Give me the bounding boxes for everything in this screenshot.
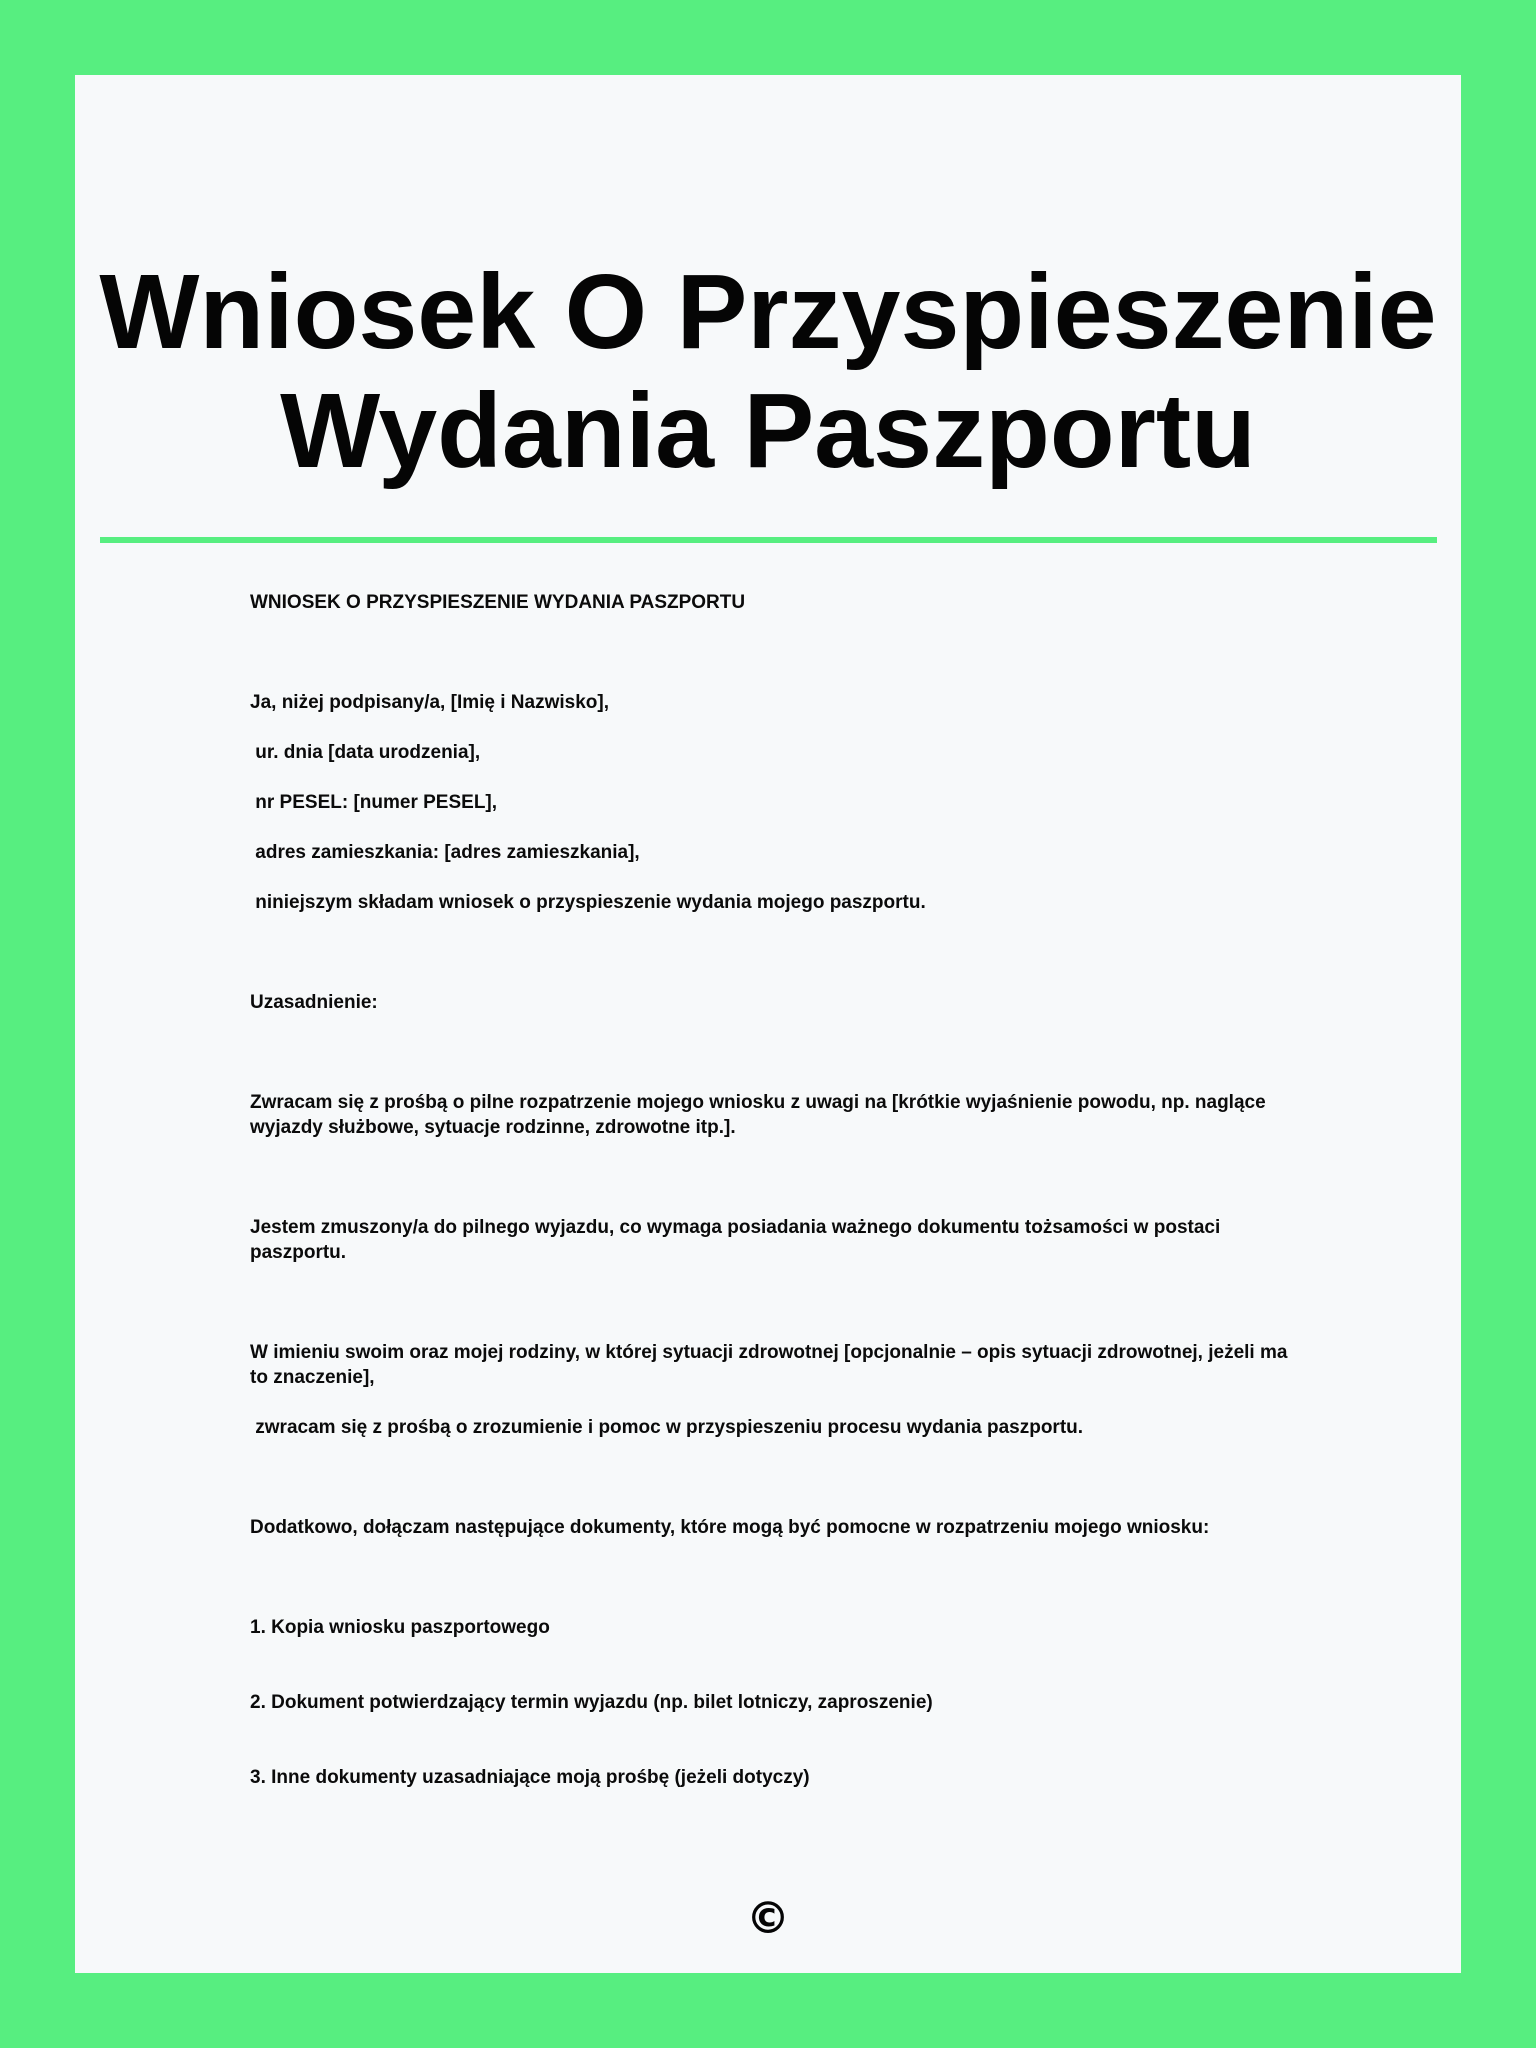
justification-paragraph-3: W imieniu swoim oraz mojej rodziny, w której sytuacji zdrowotnej [opcjonalnie – opis sytuacji zdrowotnej, jeżeli ma to znaczenie],	[250, 1342, 1293, 1388]
document-title-line-1: Wniosek O Przyspieszenie	[99, 253, 1437, 371]
request-statement-line: niniejszym składam wniosek o przyspieszenie wydania mojego paszportu.	[250, 892, 926, 913]
applicant-address-line: adres zamieszkania: [adres zamieszkania],	[250, 842, 640, 863]
attachments-intro: Dodatkowo, dołączam następujące dokumenty, które mogą być pomocne w rozpatrzeniu mojego wniosku:	[250, 1517, 1210, 1538]
attachment-item: 1. Kopia wniosku paszportowego	[250, 1617, 550, 1638]
form-heading: WNIOSEK O PRZYSPIESZENIE WYDANIA PASZPORTU	[250, 592, 746, 613]
document-page	[75, 75, 1461, 1973]
justification-paragraph-1: Zwracam się z prośbą o pilne rozpatrzenie mojego wniosku z uwagi na [krótkie wyjaśnienie powodu, np. naglące wyjazdy służbowe, sytuacje rodzinne, zdrowotne itp.].	[250, 1092, 1271, 1138]
justification-label: Uzasadnienie:	[250, 992, 378, 1013]
justification-paragraph-3-continuation: zwracam się z prośbą o zrozumienie i pomoc w przyspieszeniu procesu wydania paszportu.	[250, 1417, 1084, 1438]
applicant-name-line: Ja, niżej podpisany/a, [Imię i Nazwisko],	[250, 692, 609, 713]
attachment-item: 3. Inne dokumenty uzasadniające moją prośbę (jeżeli dotyczy)	[250, 1767, 810, 1788]
applicant-pesel-line: nr PESEL: [numer PESEL],	[250, 792, 498, 813]
document-title	[75, 253, 1461, 491]
attachment-item: 2. Dokument potwierdzający termin wyjazdu (np. bilet lotniczy, zaproszenie)	[250, 1692, 933, 1713]
applicant-birth-date-line: ur. dnia [data urodzenia],	[250, 742, 481, 763]
document-title-line-2: Wydania Paszportu	[280, 372, 1256, 490]
justification-paragraph-2: Jestem zmuszony/a do pilnego wyjazdu, co wymaga posiadania ważnego dokumentu tożsamości w postaci paszportu.	[250, 1217, 1226, 1263]
copyright-icon: ©	[746, 1893, 790, 1944]
title-divider	[100, 537, 1437, 543]
